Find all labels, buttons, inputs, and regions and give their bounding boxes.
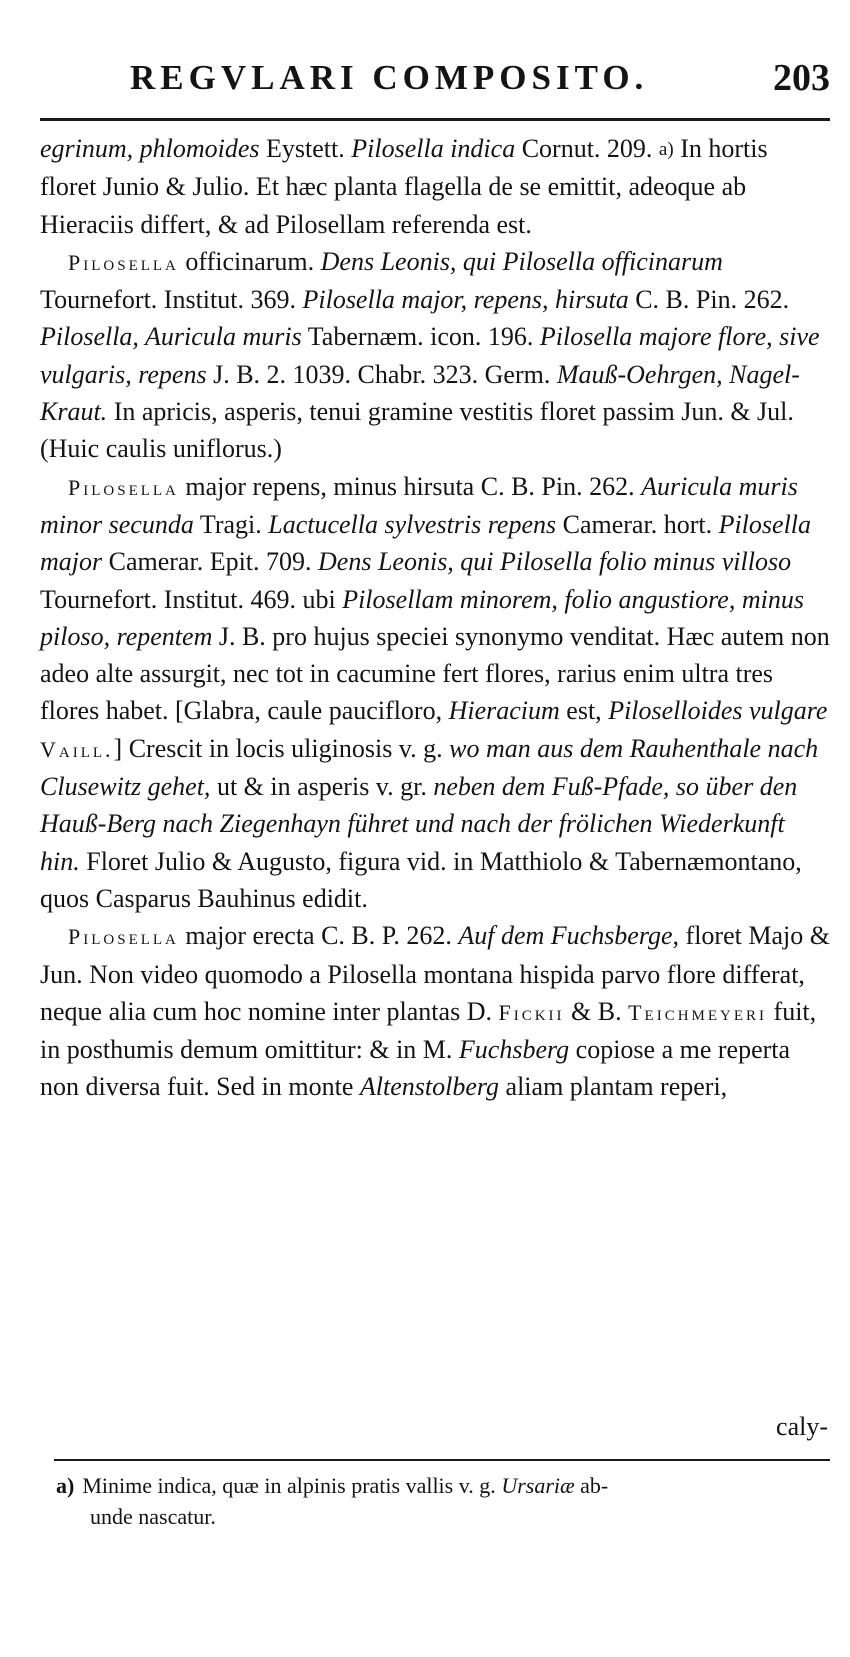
text-run: major erecta C. B. P. 262. xyxy=(178,921,459,951)
paragraph-pilosella-officinarum xyxy=(40,243,830,468)
italic-run: neben dem Fuß-Pfade, so über den Hauß-Berg nach Ziegenhayn führet und nach der frölichen Wiederkunft hin. xyxy=(40,772,798,876)
text-run: & B. xyxy=(564,996,629,1026)
text-run: Tournefort. Institut. 469. ubi xyxy=(40,584,343,614)
text-run: officinarum. xyxy=(178,246,321,276)
page-header xyxy=(40,50,830,110)
italic-run: Mauß-Oehrgen, Nagel-Kraut. xyxy=(40,359,800,427)
text-run: Floret Julio & Augusto, figura vid. in Matthiolo & Tabernæmontano, quos Casparus Bauhinus edidit. xyxy=(40,846,802,913)
text-run: floret Majo & Jun. Non video quomodo a Pilosella montana hispida parvo flore differat, neque alia cum hoc nomine inter plantas D. xyxy=(40,921,830,1026)
footnote-italic-term: Ursariæ xyxy=(501,1473,575,1498)
page-number: 203 xyxy=(773,57,830,99)
catchword: caly- xyxy=(776,1412,828,1441)
italic-run: Pilosella, Auricula muris xyxy=(40,322,302,352)
italic-run: Fuchsberg xyxy=(458,1035,570,1065)
italic-run: Pilosella major xyxy=(40,509,812,577)
small-caps-run: Pilosella xyxy=(68,924,179,950)
text-run: Tragi. xyxy=(193,509,269,539)
italic-run: Auricula muris minor secunda xyxy=(40,471,798,539)
footnote-text-2: ab- xyxy=(574,1473,609,1498)
running-head: REGVLARI COMPOSITO. xyxy=(130,58,649,97)
text-run: fuit, in posthumis demum omittitur: & in M. xyxy=(40,996,817,1065)
text-run: J. B. pro hujus speciei synonymo venditat. Hæc autem non adeo alte assurgit, nec tot in cacumine fert flores, rarius enim ultra tres flores habet. [Glabra, caule paucifloro, xyxy=(40,621,830,726)
italic-run: Pilosella majore flore, sive vulgaris, repens xyxy=(40,322,820,389)
footnote-text-1: Minime indica, quæ in alpinis pratis vallis v. g. xyxy=(82,1473,502,1498)
text-run: copiose a me reperta non diversa fuit. Sed in monte xyxy=(40,1035,791,1102)
text-run: aliam plantam reperi, xyxy=(499,1072,728,1102)
footnote-mark: a) xyxy=(56,1473,75,1498)
text-run: In hortis floret Junio & Julio. Et hæc planta flagella de se emittit, adeoque ab Hieraciis differt, & ad Pilosellam referenda est. xyxy=(40,134,768,239)
text-run: Camerar. hort. xyxy=(556,509,719,539)
italic-run: Piloselloides vulgare xyxy=(608,696,828,726)
header-rule xyxy=(40,118,830,121)
text-run: In apricis, asperis, tenui gramine vestitis floret passim Jun. & Jul. (Huic caulis uniflorus.) xyxy=(40,397,794,464)
italic-run: Dens Leonis, qui Pilosella officinarum xyxy=(320,246,723,276)
italic-run: Hieracium xyxy=(448,696,560,726)
italic-run: Pilosellam minorem, folio angustiore, minus piloso, repentem xyxy=(40,584,804,651)
italic-run: Auf dem Fuchsberge, xyxy=(458,921,680,951)
text-run: C. B. Pin. 262. xyxy=(628,285,790,315)
text-run: est, xyxy=(559,696,609,726)
small-caps-run: Fickii xyxy=(498,999,565,1025)
paragraph-egrinum xyxy=(40,130,830,243)
text-run: ] Crescit in locis uliginosis v. g. xyxy=(113,733,450,763)
text-run: Eystett. xyxy=(259,134,352,163)
text-run: Camerar. Epit. 709. xyxy=(102,547,319,577)
italic-run: Altenstolberg xyxy=(359,1072,500,1102)
italic-run: Dens Leonis, qui Pilosella folio minus villoso xyxy=(318,547,792,577)
main-text xyxy=(40,130,830,1106)
footnote-continuation: unde nascatur. xyxy=(90,1504,216,1529)
paragraph-pilosella-major-erecta xyxy=(40,917,830,1105)
italic-run: Lactucella sylvestris repens xyxy=(268,509,557,539)
small-caps-run: Pilosella xyxy=(68,474,179,500)
footnote-reference: a) xyxy=(658,139,674,160)
italic-run: egrinum, phlomoides xyxy=(40,134,260,163)
text-run: ut & in asperis v. gr. xyxy=(210,772,434,802)
paragraph-pilosella-major-repens xyxy=(40,468,830,918)
italic-run: Pilosella indica xyxy=(351,134,516,163)
small-caps-run: Pilosella xyxy=(68,249,179,275)
small-caps-run: Vaill. xyxy=(40,736,114,762)
italic-run: Pilosella major, repens, hirsuta xyxy=(302,285,629,315)
small-caps-run: Teichmeyeri xyxy=(628,999,768,1025)
text-run: J. B. 2. 1039. Chabr. 323. Germ. xyxy=(206,359,557,389)
text-run: major repens, minus hirsuta C. B. Pin. 262. xyxy=(178,471,642,501)
italic-run: wo man aus dem Rauhenthale nach Clusewitz gehet, xyxy=(40,733,819,802)
text-run: Tabernæm. icon. 196. xyxy=(301,322,540,352)
footnote xyxy=(56,1470,826,1532)
text-run: Tournefort. Institut. 369. xyxy=(40,285,303,315)
text-run: Cornut. 209. xyxy=(515,134,659,163)
footnote-rule xyxy=(54,1459,830,1461)
